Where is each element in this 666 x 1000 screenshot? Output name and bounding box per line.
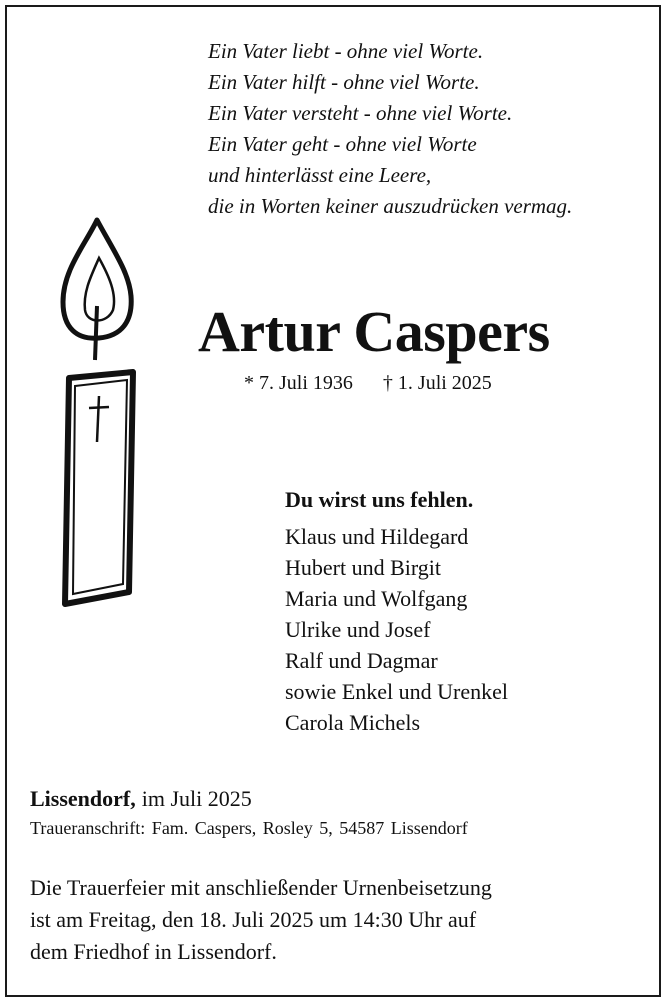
- poem-line: die in Worten keiner auszudrücken vermag.: [208, 194, 573, 218]
- candle-icon: [55, 210, 140, 615]
- mourning-address: Traueranschrift: Fam. Caspers, Rosley 5, 54587 Lissendorf: [30, 818, 468, 838]
- life-dates: [244, 372, 492, 395]
- family-list: [285, 484, 508, 738]
- poem-line: und hinterlässt eine Leere,: [208, 163, 432, 187]
- birth-date: * 7. Juli 1936: [244, 372, 353, 394]
- place-and-date: [30, 786, 252, 812]
- deceased-name: Artur Caspers: [198, 299, 550, 364]
- death-date: † 1. Juli 2025: [382, 372, 492, 394]
- family-member: Klaus und Hildegard: [285, 524, 469, 549]
- poem-line: Ein Vater liebt - ohne viel Worte.: [208, 39, 484, 63]
- ceremony-info: [30, 872, 492, 968]
- town: Lissendorf,: [30, 786, 136, 811]
- ceremony-line: dem Friedhof in Lissendorf.: [30, 939, 277, 964]
- poem: [208, 36, 572, 222]
- ceremony-line: ist am Freitag, den 18. Juli 2025 um 14:30 Uhr auf: [30, 907, 477, 932]
- family-member: Hubert und Birgit: [285, 555, 442, 580]
- family-member: Ralf und Dagmar: [285, 648, 438, 673]
- family-member: Carola Michels: [285, 710, 421, 735]
- poem-line: Ein Vater versteht - ohne viel Worte.: [208, 101, 513, 125]
- family-member: Ulrike und Josef: [285, 617, 431, 642]
- family-member: Maria und Wolfgang: [285, 586, 468, 611]
- family-member: sowie Enkel und Urenkel: [285, 679, 508, 704]
- poem-line: Ein Vater geht - ohne viel Worte: [208, 132, 477, 156]
- poem-line: Ein Vater hilft - ohne viel Worte.: [208, 70, 480, 94]
- ceremony-line: Die Trauerfeier mit anschließender Urnenbeisetzung: [30, 875, 492, 900]
- family-heading: Du wirst uns fehlen.: [285, 487, 474, 512]
- notice-date: im Juli 2025: [141, 786, 252, 811]
